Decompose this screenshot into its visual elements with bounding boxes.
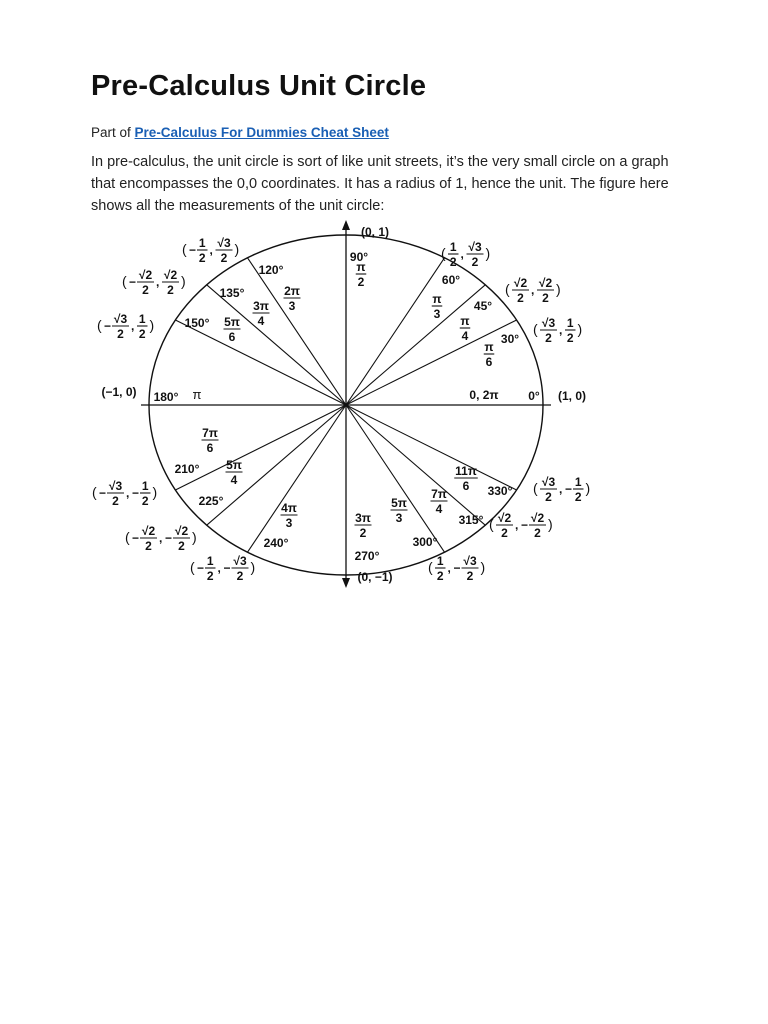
radian-label-225-denominator: 4: [230, 473, 238, 487]
radian-label-270-numerator: 3π: [355, 511, 371, 525]
radian-label-90: [356, 260, 367, 289]
coordinate-label-60-x-denominator: 2: [449, 255, 457, 269]
coordinate-label-135-x: [137, 268, 154, 297]
radian-label-30-numerator: π: [484, 340, 494, 354]
coordinate-label-240-y-numerator: √3: [233, 554, 247, 568]
coordinate-label-240-y: [232, 554, 249, 583]
y-axis-down-arrow-icon: [342, 578, 350, 588]
coordinate-label-240-sign: −: [223, 561, 231, 575]
coordinate-label-210-x: [107, 479, 124, 508]
coordinate-label-210-open-paren: (: [92, 484, 97, 500]
coordinate-label-30-x-denominator: 2: [545, 331, 552, 345]
radian-label-330: [454, 464, 478, 493]
coordinate-label-120-comma: ,: [209, 243, 213, 257]
coordinate-label-210-sign: −: [99, 486, 107, 500]
coordinate-label-300-y-denominator: 2: [466, 569, 474, 583]
coordinate-label-60-y-denominator: 2: [471, 255, 479, 269]
radian-label-60-numerator: π: [432, 292, 442, 306]
coordinate-label-225: [125, 524, 197, 553]
coordinate-label-300-x-numerator: 1: [436, 554, 444, 568]
coordinate-label-330-sign: −: [565, 482, 573, 496]
coordinate-label-45-x: [512, 276, 529, 305]
radian-label-135: [253, 299, 270, 328]
coordinate-label-300-x-denominator: 2: [436, 569, 444, 583]
coordinate-label-150-open-paren: (: [97, 317, 102, 333]
coordinate-label-150-x: [112, 312, 129, 341]
coordinate-label-60-y: [467, 240, 484, 269]
coordinate-label-225-open-paren: (: [125, 529, 130, 545]
radian-label-330-denominator: 6: [462, 479, 470, 493]
coordinate-label-300: [428, 554, 485, 583]
coordinate-label-120-sign: −: [189, 243, 197, 257]
byline-prefix: Part of: [91, 125, 131, 140]
coordinate-label-30-y: [565, 316, 576, 345]
radian-label-240: [281, 501, 298, 530]
degree-label-180: 180°: [153, 390, 179, 404]
coordinate-label-0: (1, 0): [557, 389, 587, 403]
coordinate-label-330-x: [540, 475, 557, 504]
radius-line-45: [346, 285, 485, 405]
coordinate-label-45-x-numerator: √2: [513, 276, 528, 290]
radian-label-315-denominator: 4: [435, 502, 443, 516]
radian-label-90-denominator: 2: [357, 275, 365, 289]
coordinate-label-225-y: [173, 524, 190, 553]
coordinate-label-150-comma: ,: [131, 319, 135, 333]
coordinate-label-135-comma: ,: [156, 275, 160, 289]
coordinate-label-135-y-numerator: √2: [163, 268, 178, 282]
coordinate-label-225-x-numerator: √2: [141, 524, 156, 538]
coordinate-label-240-x-denominator: 2: [206, 569, 214, 583]
coordinate-label-210: [92, 479, 157, 508]
coordinate-label-225-comma: ,: [159, 531, 163, 545]
degree-label-120: 120°: [258, 263, 284, 277]
coordinate-label-300-y-numerator: √3: [463, 554, 477, 568]
coordinate-label-90: (0, 1): [360, 225, 390, 239]
coordinate-label-30-open-paren: (: [533, 321, 538, 337]
radian-label-0: 0, 2π: [469, 388, 499, 402]
degree-label-270: 270°: [354, 549, 380, 563]
degree-label-210: 210°: [174, 462, 200, 476]
coordinate-label-45-close-paren: ): [556, 281, 561, 297]
coordinate-label-315: [489, 511, 553, 540]
radius-line-330: [346, 405, 517, 490]
radius-line-210: [175, 405, 346, 490]
coordinate-label-300-close-paren: ): [480, 559, 486, 575]
coordinate-label-330-comma: ,: [559, 482, 563, 496]
radian-label-225: [226, 458, 243, 487]
coordinate-label-135-y: [162, 268, 179, 297]
coordinate-label-120-x-numerator: 1: [198, 236, 206, 250]
coordinate-label-150-y-denominator: 2: [138, 327, 146, 341]
coordinate-label-240-x-numerator: 1: [206, 554, 214, 568]
radian-label-135-denominator: 4: [257, 314, 265, 328]
coordinate-label-60-open-paren: (: [441, 245, 446, 261]
coordinate-label-240-sign: −: [197, 561, 205, 575]
coordinate-label-120-y-denominator: 2: [220, 251, 228, 265]
radian-label-315: [431, 487, 448, 516]
degree-label-0: 0°: [528, 389, 540, 403]
coordinate-label-240-y-denominator: 2: [236, 569, 244, 583]
coordinate-label-300-comma: ,: [447, 561, 451, 575]
coordinate-label-315-x-numerator: √2: [497, 511, 512, 525]
coordinate-label-315-x-denominator: 2: [501, 526, 508, 540]
coordinate-label-315-y-denominator: 2: [534, 526, 541, 540]
degree-label-45: 45°: [473, 299, 493, 313]
degree-label-315: 315°: [458, 513, 484, 527]
coordinate-label-330-x-denominator: 2: [545, 490, 552, 504]
coordinate-label-330-y: [573, 475, 584, 504]
coordinate-label-45-y: [537, 276, 554, 305]
coordinate-label-30-y-denominator: 2: [566, 331, 574, 345]
coordinate-label-45: [505, 276, 561, 305]
coordinate-label-30-x-numerator: √3: [541, 316, 556, 330]
radian-label-210: [202, 426, 219, 455]
degree-label-225: 225°: [198, 494, 224, 508]
radian-label-300-denominator: 3: [395, 511, 403, 525]
coordinate-label-60-comma: ,: [460, 247, 464, 261]
coordinate-label-300-x: [435, 554, 446, 583]
radius-line-135: [207, 285, 346, 405]
coordinate-label-150-sign: −: [104, 319, 112, 333]
radius-line-240: [248, 405, 347, 552]
radian-label-300-numerator: 5π: [391, 496, 407, 510]
coordinate-label-60-y-numerator: √3: [468, 240, 482, 254]
coordinate-label-60-close-paren: ): [485, 245, 491, 261]
radian-label-330-numerator: 11π: [455, 464, 477, 478]
coordinate-label-135-x-numerator: √2: [138, 268, 153, 282]
radian-label-210-denominator: 6: [206, 441, 214, 455]
coordinate-label-150-close-paren: ): [149, 317, 155, 333]
coordinate-label-210-x-denominator: 2: [112, 494, 119, 508]
coordinate-label-225-close-paren: ): [192, 529, 197, 545]
degree-label-300: 300°: [412, 535, 438, 549]
radian-label-30: [484, 340, 495, 369]
page-title: Pre-Calculus Unit Circle: [91, 70, 427, 102]
coordinate-label-330-x-numerator: √3: [541, 475, 556, 489]
degree-label-240: 240°: [263, 536, 289, 550]
coordinate-label-300-sign: −: [453, 561, 461, 575]
coordinate-label-45-open-paren: (: [505, 281, 510, 297]
coordinate-label-225-y-numerator: √2: [174, 524, 189, 538]
radian-label-60: [432, 292, 443, 321]
coordinate-label-210-sign: −: [132, 486, 140, 500]
degree-label-30: 30°: [500, 332, 520, 346]
radian-label-120-denominator: 3: [288, 299, 296, 313]
coordinate-label-210-y: [140, 479, 151, 508]
coordinate-label-150-y: [137, 312, 148, 341]
radius-line-120: [248, 258, 347, 405]
radian-label-270-denominator: 2: [359, 526, 367, 540]
coordinate-label-135-sign: −: [129, 275, 137, 289]
radian-label-150-numerator: 5π: [224, 315, 240, 329]
degree-label-60: 60°: [441, 273, 461, 287]
coordinate-label-270: (0, −1): [357, 570, 393, 584]
coordinate-label-315-close-paren: ): [548, 516, 553, 532]
coordinate-label-30-y-numerator: 1: [566, 316, 574, 330]
coordinate-label-240-x: [205, 554, 216, 583]
coordinate-label-180: (−1, 0): [101, 385, 137, 399]
coordinate-label-330-open-paren: (: [533, 480, 538, 496]
coordinate-label-225-y-denominator: 2: [178, 539, 185, 553]
coordinate-label-30: [533, 316, 582, 345]
coordinate-label-135-x-denominator: 2: [142, 283, 149, 297]
coordinate-label-225-sign: −: [165, 531, 173, 545]
y-axis-up-arrow-icon: [342, 220, 350, 230]
radian-label-150-denominator: 6: [228, 330, 236, 344]
coordinate-label-210-close-paren: ): [152, 484, 158, 500]
coordinate-label-330: [533, 475, 590, 504]
coordinate-label-330-y-numerator: 1: [574, 475, 582, 489]
radian-label-60-denominator: 3: [433, 307, 441, 321]
coordinate-label-315-open-paren: (: [489, 516, 494, 532]
coordinate-label-300-open-paren: (: [428, 559, 433, 575]
coordinate-label-45-x-denominator: 2: [517, 291, 524, 305]
radian-label-180: π: [192, 387, 202, 402]
coordinate-label-120-open-paren: (: [182, 241, 187, 257]
coordinate-label-315-comma: ,: [515, 518, 519, 532]
coordinate-label-225-x: [140, 524, 157, 553]
degree-label-150: 150°: [184, 316, 210, 330]
byline: [91, 125, 389, 140]
coordinate-label-225-x-denominator: 2: [145, 539, 152, 553]
radian-label-45-numerator: π: [460, 314, 470, 328]
coordinate-label-120-y: [216, 236, 233, 265]
coordinate-label-315-y: [529, 511, 546, 540]
degree-label-330: 330°: [487, 484, 513, 498]
radian-label-45: [460, 314, 471, 343]
coordinate-label-240-open-paren: (: [190, 559, 195, 575]
coordinate-label-210-y-numerator: 1: [141, 479, 149, 493]
coordinate-label-30-close-paren: ): [577, 321, 583, 337]
coordinate-label-120-x-denominator: 2: [198, 251, 206, 265]
radian-label-210-numerator: 7π: [202, 426, 218, 440]
radian-label-225-numerator: 5π: [226, 458, 242, 472]
coordinate-label-120-y-numerator: √3: [217, 236, 231, 250]
coordinate-label-135: [122, 268, 186, 297]
coordinate-label-300-y: [462, 554, 479, 583]
coordinate-label-60-x-numerator: 1: [449, 240, 457, 254]
coordinate-label-60: [441, 240, 490, 269]
cheat-sheet-link[interactable]: Pre-Calculus For Dummies Cheat Sheet: [134, 125, 389, 140]
coordinate-label-150: [97, 312, 154, 341]
coordinate-label-240-comma: ,: [217, 561, 221, 575]
radian-label-300: [391, 496, 408, 525]
coordinate-label-150-x-denominator: 2: [117, 327, 124, 341]
unit-circle-diagram: [85, 218, 605, 590]
radian-label-315-numerator: 7π: [431, 487, 447, 501]
coordinate-label-315-x: [496, 511, 513, 540]
coordinate-label-240-close-paren: ): [250, 559, 256, 575]
coordinate-label-150-x-numerator: √3: [113, 312, 128, 326]
coordinate-label-135-close-paren: ): [181, 273, 186, 289]
radian-label-120-numerator: 2π: [284, 284, 300, 298]
intro-paragraph: In pre-calculus, the unit circle is sort of like unit streets, it’s the very small circle on a graph that encompasses the 0,0 coordinates. It has a radius of 1, hence the unit. The figure here shows all the measurements of the unit circle:: [91, 154, 669, 214]
coordinate-label-45-y-denominator: 2: [542, 291, 549, 305]
coordinate-label-30-comma: ,: [559, 323, 563, 337]
degree-label-90: 90°: [349, 250, 369, 264]
coordinate-label-210-x-numerator: √3: [108, 479, 123, 493]
coordinate-label-45-y-numerator: √2: [538, 276, 553, 290]
coordinate-label-135-open-paren: (: [122, 273, 127, 289]
coordinate-label-315-y-numerator: √2: [530, 511, 545, 525]
coordinate-label-135-y-denominator: 2: [167, 283, 174, 297]
radian-label-240-denominator: 3: [285, 516, 293, 530]
coordinate-label-315-sign: −: [521, 518, 529, 532]
coordinate-label-120: [182, 236, 239, 265]
coordinate-label-120-close-paren: ): [234, 241, 240, 257]
coordinate-label-330-y-denominator: 2: [574, 490, 582, 504]
coordinate-label-210-comma: ,: [126, 486, 130, 500]
coordinate-label-210-y-denominator: 2: [141, 494, 149, 508]
degree-label-135: 135°: [219, 286, 245, 300]
radian-label-150: [224, 315, 241, 344]
radian-label-270: [355, 511, 372, 540]
radian-label-90-numerator: π: [356, 260, 366, 274]
coordinate-label-330-close-paren: ): [585, 480, 591, 496]
radian-label-135-numerator: 3π: [253, 299, 269, 313]
radian-label-30-denominator: 6: [485, 355, 493, 369]
coordinate-label-225-sign: −: [132, 531, 140, 545]
coordinate-label-240: [190, 554, 255, 583]
coordinate-label-30-x: [540, 316, 557, 345]
coordinate-label-150-y-numerator: 1: [138, 312, 146, 326]
radian-label-240-numerator: 4π: [281, 501, 297, 515]
radian-label-120: [284, 284, 301, 313]
radian-label-45-denominator: 4: [461, 329, 469, 343]
coordinate-label-120-x: [197, 236, 208, 265]
coordinate-label-45-comma: ,: [531, 283, 535, 297]
